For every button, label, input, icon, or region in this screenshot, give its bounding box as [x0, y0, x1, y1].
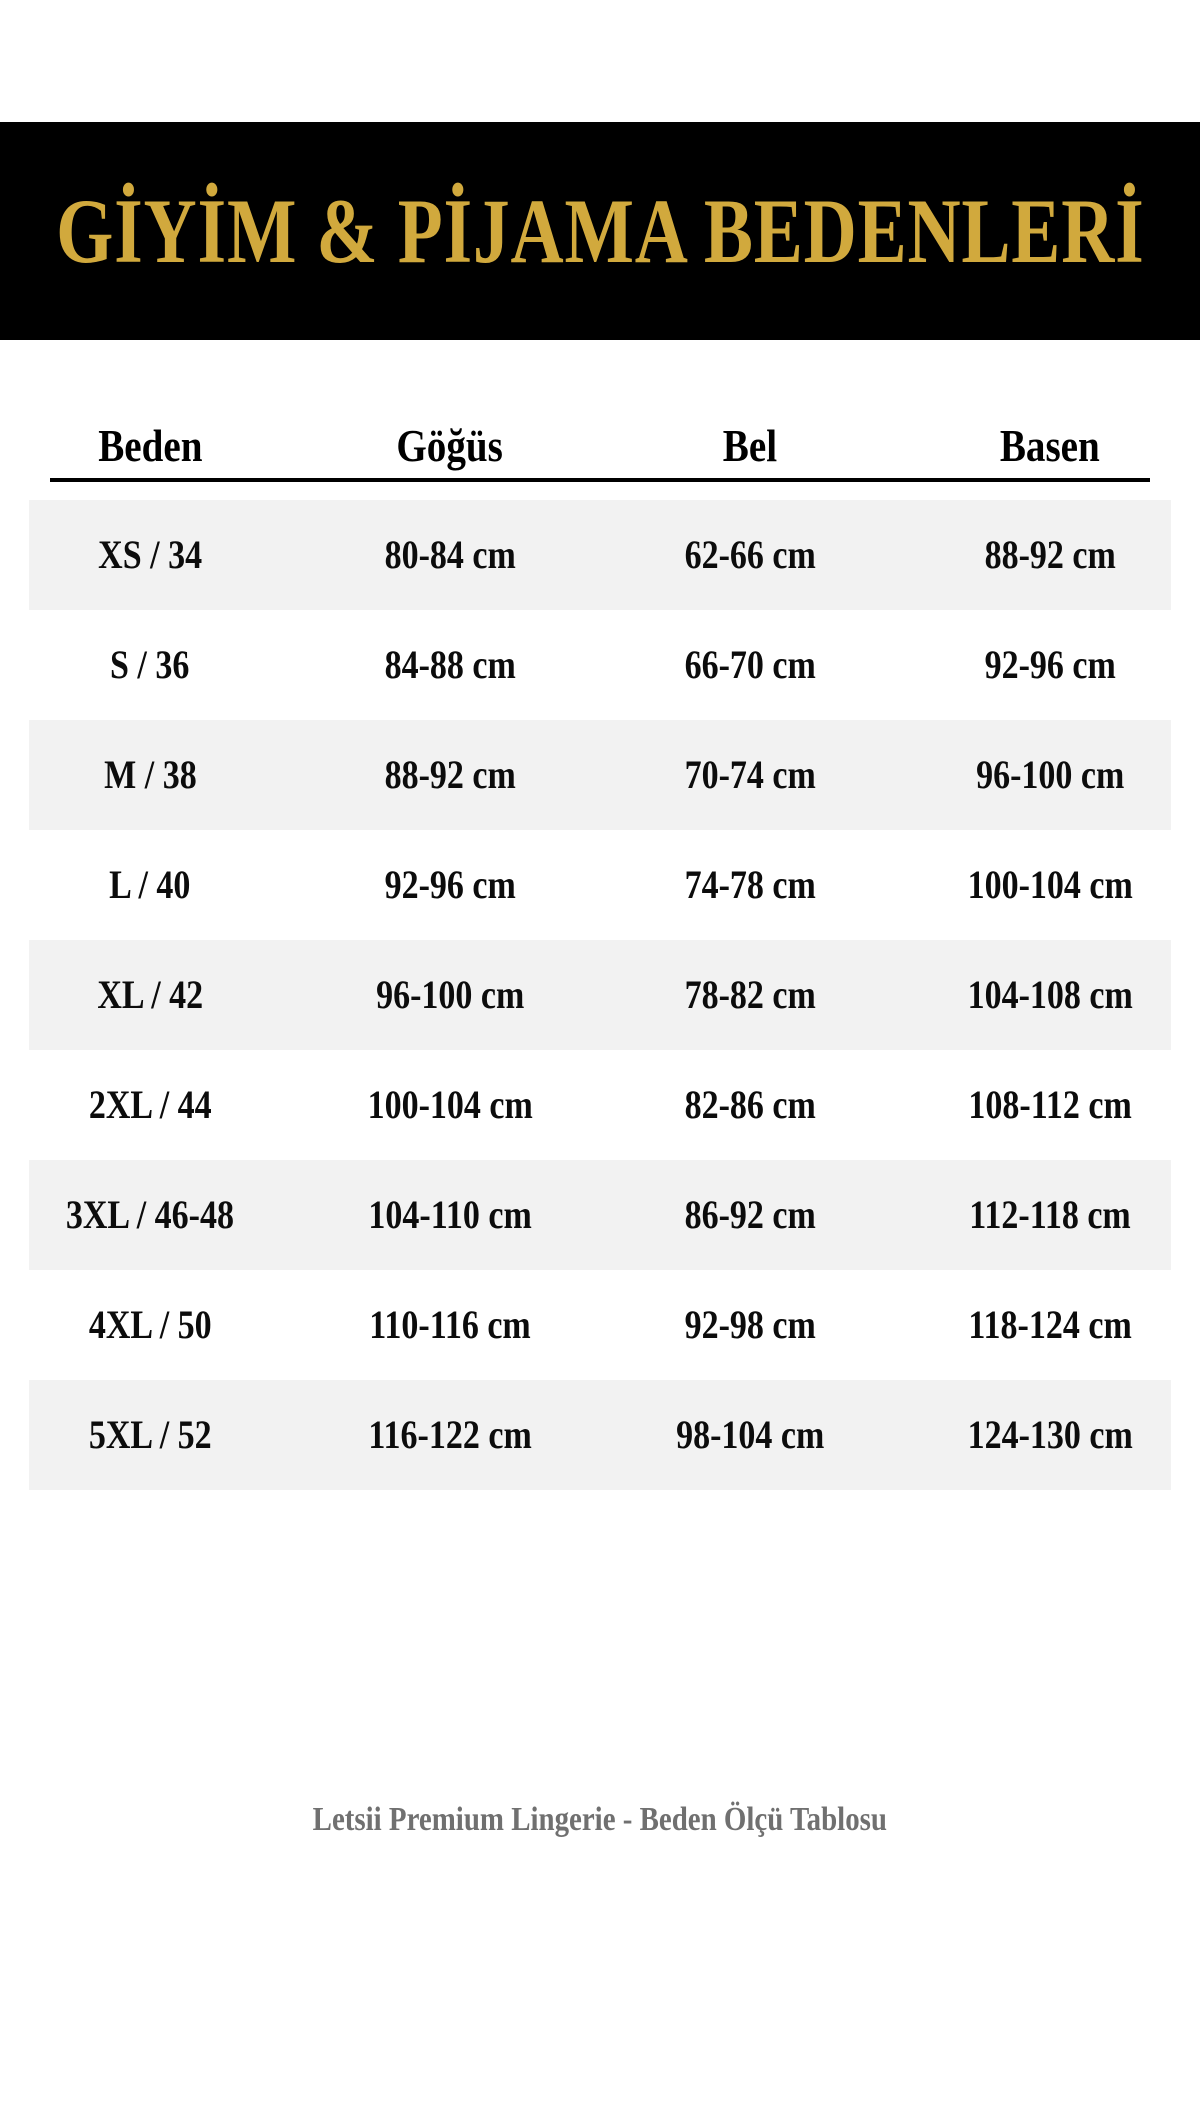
chest-value: 116-122 cm: [368, 1412, 532, 1457]
chest-value: 100-104 cm: [367, 1082, 533, 1127]
table-body: [0, 500, 1200, 1490]
hip-value: 92-96 cm: [984, 642, 1116, 687]
column-header-gogus: Göğüs: [396, 420, 504, 472]
waist-value: 78-82 cm: [684, 972, 816, 1017]
hip-value: 112-118 cm: [969, 1192, 1131, 1237]
size-label: 4XL / 50: [88, 1302, 212, 1347]
chest-value: 104-110 cm: [368, 1192, 532, 1237]
waist-value: 62-66 cm: [684, 532, 816, 577]
hip-value: 100-104 cm: [967, 862, 1133, 907]
table-row-5xl: [0, 1380, 1200, 1490]
table-row-3xl: [0, 1160, 1200, 1270]
title-banner: [0, 122, 1200, 340]
size-label: 2XL / 44: [88, 1082, 212, 1127]
size-chart-page: [0, 122, 1200, 2122]
chest-value: 96-100 cm: [375, 972, 525, 1017]
table-row-s: [0, 610, 1200, 720]
footer-caption-text: Letsii Premium Lingerie - Beden Ölçü Tablosu: [312, 1801, 888, 1838]
page-title-text: GİYİM & PİJAMA BEDENLERİ: [55, 180, 1145, 282]
table-row-xl: [0, 940, 1200, 1050]
chest-value: 88-92 cm: [384, 752, 516, 797]
table-row-4xl: [0, 1270, 1200, 1380]
waist-value: 98-104 cm: [675, 1412, 825, 1457]
waist-value: 92-98 cm: [684, 1302, 816, 1347]
hip-value: 108-112 cm: [968, 1082, 1132, 1127]
chest-value: 84-88 cm: [384, 642, 516, 687]
hip-value: 88-92 cm: [984, 532, 1116, 577]
hip-value: 124-130 cm: [967, 1412, 1133, 1457]
page-title: [0, 180, 1200, 282]
waist-value: 70-74 cm: [684, 752, 816, 797]
size-label: XL / 42: [97, 972, 203, 1017]
size-label: S / 36: [110, 642, 190, 687]
table-row-xs: [0, 500, 1200, 610]
hip-value: 96-100 cm: [975, 752, 1125, 797]
size-label: M / 38: [103, 752, 197, 797]
footer-caption: [0, 1798, 1200, 1842]
size-table: [0, 340, 1200, 1490]
waist-value: 66-70 cm: [684, 642, 816, 687]
hip-value: 118-124 cm: [968, 1302, 1132, 1347]
hip-value: 104-108 cm: [967, 972, 1133, 1017]
chest-value: 80-84 cm: [384, 532, 516, 577]
waist-value: 86-92 cm: [684, 1192, 816, 1237]
size-label: 3XL / 46-48: [65, 1192, 235, 1237]
table-header-row: [0, 340, 1200, 478]
waist-value: 82-86 cm: [684, 1082, 816, 1127]
chest-value: 110-116 cm: [369, 1302, 531, 1347]
size-label: XS / 34: [98, 532, 202, 577]
table-row-m: [0, 720, 1200, 830]
header-divider: [50, 478, 1150, 482]
table-row-l: [0, 830, 1200, 940]
chest-value: 92-96 cm: [384, 862, 516, 907]
waist-value: 74-78 cm: [684, 862, 816, 907]
size-label: L / 40: [109, 862, 191, 907]
column-header-basen: Basen: [1000, 420, 1100, 472]
column-header-bel: Bel: [722, 420, 778, 472]
table-row-2xl: [0, 1050, 1200, 1160]
column-header-beden: Beden: [97, 420, 203, 472]
size-label: 5XL / 52: [88, 1412, 212, 1457]
